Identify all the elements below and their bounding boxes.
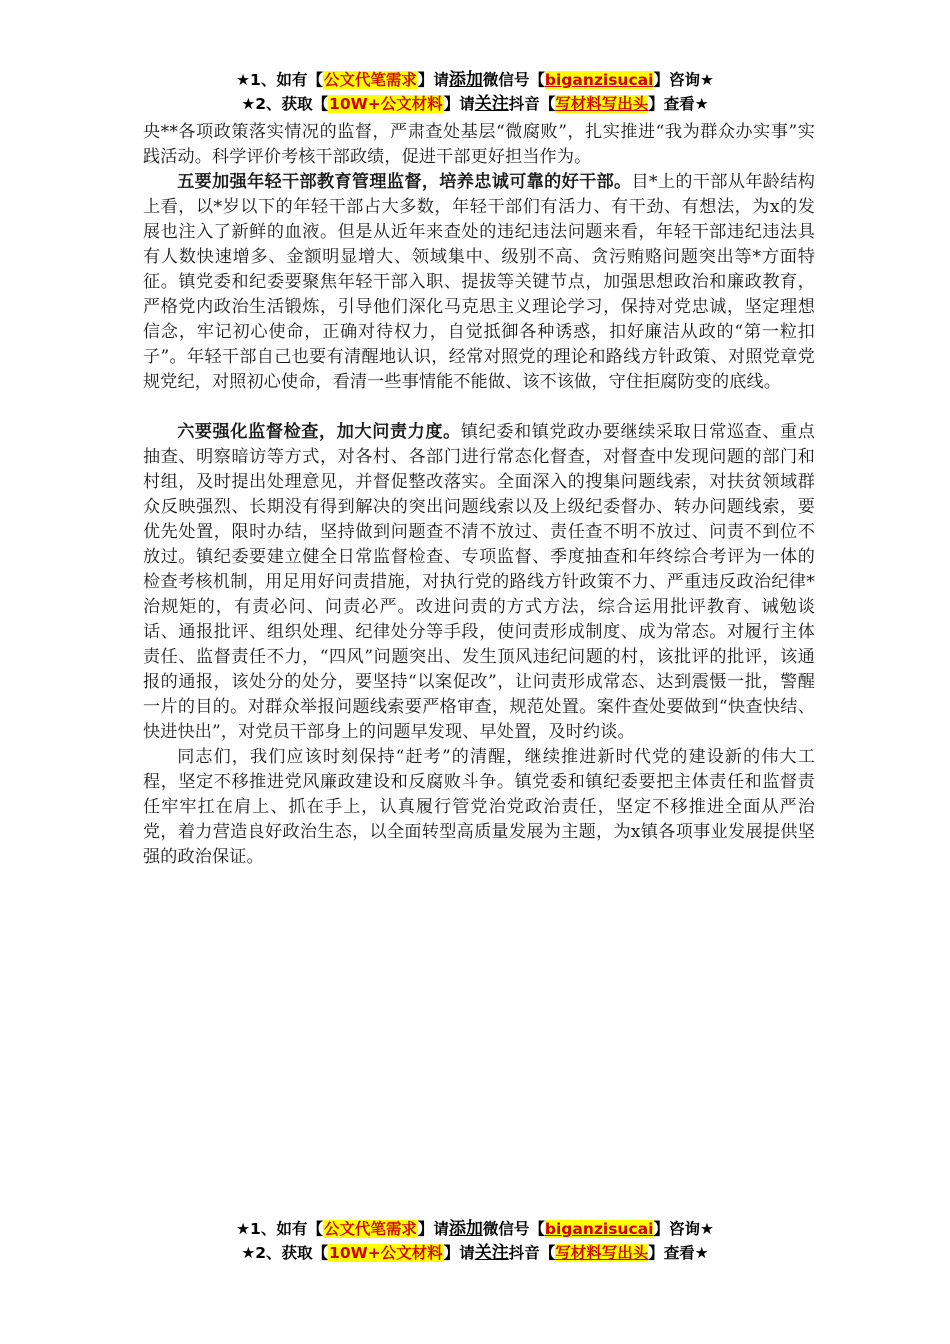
promo-text: ★1、如有【 <box>236 71 323 89</box>
promo-text: 抖音【 <box>508 1244 556 1262</box>
douyin-id-highlight: 写材料写出头 <box>555 1244 649 1262</box>
promo-text: 微信号【 <box>482 71 545 89</box>
footer-promo-banner <box>0 1217 950 1265</box>
promo-emphasis: 添加 <box>448 1219 483 1239</box>
promo-text: 】请 <box>443 1244 475 1262</box>
promo-line-1 <box>0 1217 950 1241</box>
section-heading-5: 五要加强年轻干部教育管理监督，培养忠诚可靠的好干部。 <box>177 172 632 192</box>
promo-highlight: 公文代笔需求 <box>323 71 417 89</box>
paragraph-supervision <box>143 420 815 745</box>
promo-text: 】咨询★ <box>653 71 714 89</box>
promo-text: 】查看★ <box>648 1244 709 1262</box>
promo-text: 】请 <box>443 95 475 113</box>
paragraph-text: 镇纪委和镇党政办要继续采取日常巡查、重点抽查、明察暗访等方式，对各村、各部门进行常态化督查，对督查中发现问题的部门和村组，及时提出处理意见，并督促整改落实。全面深入的搜集问题线索，对扶贫领域群众反映强烈、长期没有得到解决的突出问题线索以及上级纪委督办、转办问题线索，要优先处置，限时办结，坚持做到问题查不清不放过、责任查不明不放过、问责不到位不放过。镇纪委要建立健全日常监督检查、专项监督、季度抽查和年终综合考评为一体的检查考核机制，用足用好问责措施，对执行党的路线方针政策不力、严重违反政治纪律*治规矩的，有责必问、问责必严。改进问责的方式方法，综合运用批评教育、诫勉谈话、通报批评、组织处理、纪律处分等手段，使问责形成制度、成为常态。对履行主体责任、监督责任不力，“四风”问题突出、发生顶风违纪问题的村，该批评的批评，该通报的通报，该处分的处分，要坚持“以案促改”，让问责形成常态、达到震慑一批，警醒一片的目的。对群众举报问题线索要严格审查，规范处置。案件查处要做到“快查快结、快进快出”，对党员干部身上的问题早发现、早处置，及时约谈。 <box>143 422 815 742</box>
wechat-id-highlight: biganzisucai <box>544 1220 654 1238</box>
paragraph-young-cadres <box>143 170 815 395</box>
promo-text: 抖音【 <box>508 95 556 113</box>
promo-text: 】请 <box>417 1220 449 1238</box>
promo-emphasis: 添加 <box>448 70 483 90</box>
promo-line-1 <box>0 68 950 92</box>
paragraph-text: 目*上的干部从年龄结构上看，以*岁以下的年轻干部占大多数，年轻干部们有活力、有干劲、有想法，为x的发展也注入了新鲜的血液。但是从近年来查处的违纪违法问题来看，年轻干部违纪违法具有人数快速增多、金额明显增大、领域集中、级别不高、贪污贿赂问题突出等*方面特征。镇党委和纪委要聚焦年轻干部入职、提拔等关键节点，加强思想政治和廉政教育，严格党内政治生活锻炼，引导他们深化马克思主义理论学习，保持对党忠诚，坚定理想信念，牢记初心使命，正确对待权力，自觉抵御各种诱惑，扣好廉洁从政的“第一粒扣子”。年轻干部自己也要有清醒地认识，经常对照党的理论和路线方针政策、对照党章党规党纪，对照初心使命，看清一些事情能不能做、该不该做，守住拒腐防变的底线。 <box>143 172 815 392</box>
promo-text: ★1、如有【 <box>236 1220 323 1238</box>
paragraph-conclusion: 同志们，我们应该时刻保持“赶考”的清醒，继续推进新时代党的建设新的伟大工程，坚定不移推进党风廉政建设和反腐败斗争。镇党委和镇纪委要把主体责任和监督责任牢牢扛在肩上、抓在手上，认真履行管党治党政治责任，坚定不移推进全面从严治党，着力营造良好政治生态，以全面转型高质量发展为主题，为x镇各项事业发展提供坚强的政治保证。 <box>143 747 815 867</box>
promo-text: 微信号【 <box>482 1220 545 1238</box>
promo-text: 】咨询★ <box>653 1220 714 1238</box>
promo-text: ★2、获取【 <box>241 95 329 113</box>
promo-highlight: 10W+公文材料 <box>329 1244 443 1262</box>
promo-line-2 <box>0 92 950 116</box>
promo-text: ★2、获取【 <box>241 1244 329 1262</box>
promo-highlight: 10W+公文材料 <box>329 95 443 113</box>
promo-emphasis: 关注 <box>474 1243 509 1263</box>
promo-emphasis: 关注 <box>474 94 509 114</box>
promo-line-2 <box>0 1241 950 1265</box>
wechat-id-highlight: biganzisucai <box>544 71 654 89</box>
paragraph-continuation: 央**各项政策落实情况的监督，严肃查处基层“微腐败”，扎实推进“我为群众办实事”实践活动。科学评价考核干部政绩，促进干部更好担当作为。 <box>143 122 815 167</box>
promo-text: 】请 <box>417 71 449 89</box>
douyin-id-highlight: 写材料写出头 <box>555 95 649 113</box>
header-promo-banner <box>0 68 950 116</box>
document-body <box>143 120 815 870</box>
promo-highlight: 公文代笔需求 <box>323 1220 417 1238</box>
section-heading-6: 六要强化监督检查，加大问责力度。 <box>177 422 461 442</box>
promo-text: 】查看★ <box>648 95 709 113</box>
